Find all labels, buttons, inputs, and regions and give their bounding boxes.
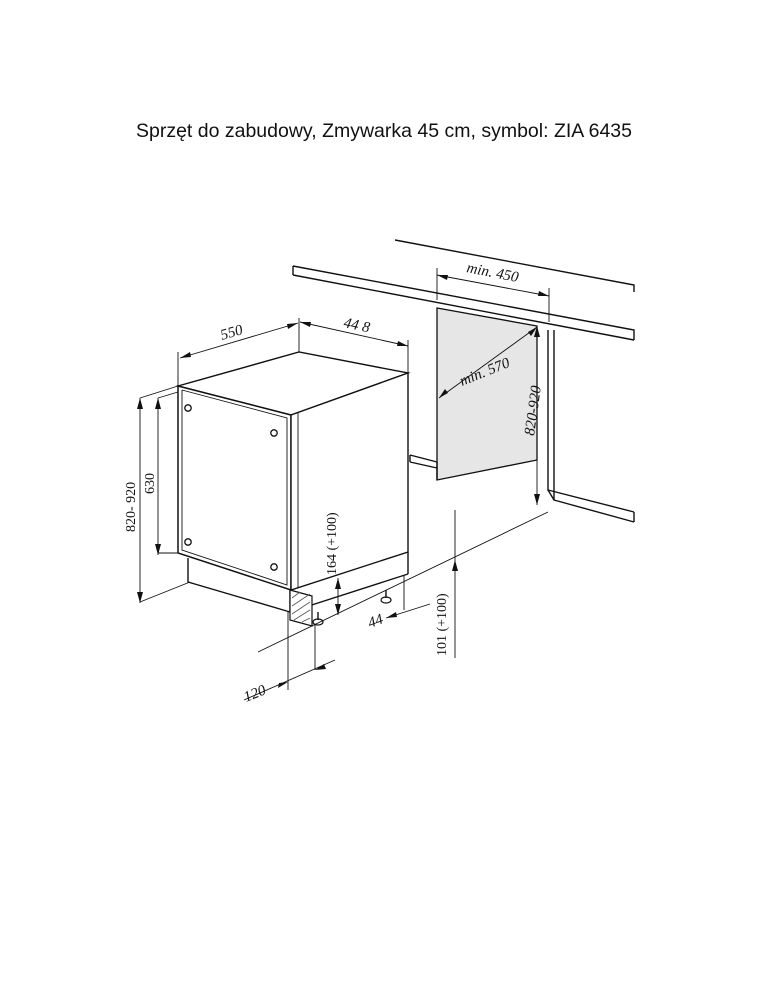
dim-niche-depth-label: min. 570	[457, 355, 513, 390]
dim-foot-height	[435, 560, 458, 658]
dim-door-height-label: 630	[143, 473, 158, 494]
dim-total-height	[124, 398, 143, 603]
dishwasher	[178, 352, 408, 590]
dim-depth-label: 550	[218, 322, 245, 344]
dim-foot-height-label: 101 (+100)	[435, 593, 450, 656]
dim-foot-offset-label: 44	[365, 611, 386, 632]
page-title: Sprzęt do zabudowy, Zmywarka 45 cm, symbol: ZIA 6435	[135, 120, 632, 142]
dim-total-height-label: 820- 920	[124, 481, 139, 532]
dim-niche-height-label: 820-920	[522, 384, 545, 437]
dim-door-height	[143, 398, 161, 555]
dim-plinth-height-label: 164 (+100)	[325, 512, 340, 575]
dim-plinth-depth	[242, 612, 335, 706]
dim-width-label: 44 8	[342, 315, 372, 337]
dim-plinth-depth-label: 120	[241, 682, 269, 706]
niche-back-wall	[437, 308, 537, 480]
side-cabinet	[548, 330, 634, 522]
dim-niche-width-label: min. 450	[465, 260, 520, 286]
